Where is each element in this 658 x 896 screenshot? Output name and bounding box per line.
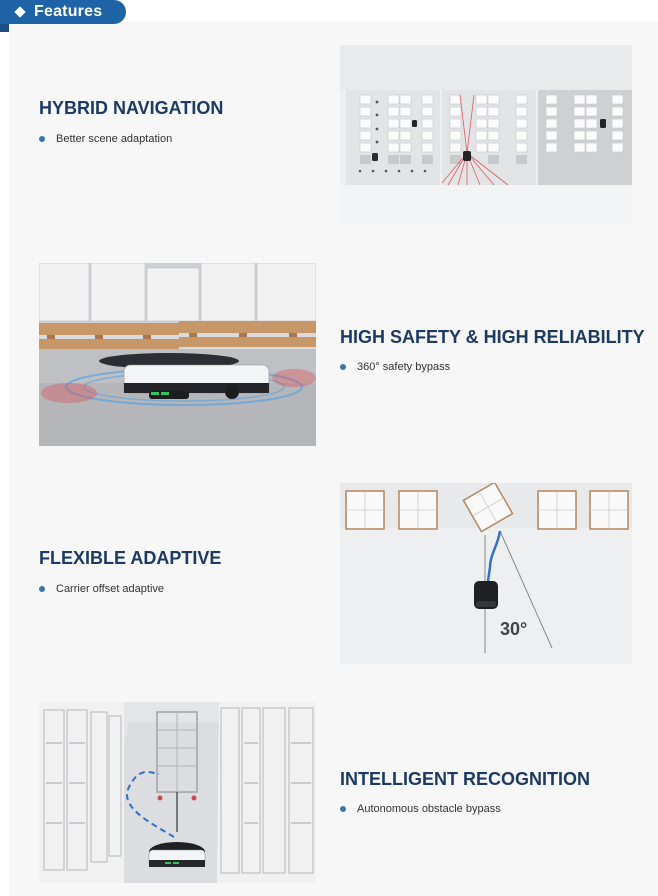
feature-item xyxy=(39,133,172,145)
safety-image xyxy=(39,263,316,446)
angle-label: 30° xyxy=(500,619,528,639)
feature-item xyxy=(39,583,164,595)
feature-item-text: Carrier offset adaptive xyxy=(56,583,165,595)
bullet-icon xyxy=(340,364,346,370)
feature-title-high-safety: HIGH SAFETY & HIGH RELIABILITY xyxy=(340,327,645,347)
bullet-icon xyxy=(39,136,45,142)
features-tab-label: Features xyxy=(34,3,103,20)
feature-item xyxy=(340,803,501,815)
diamond-icon xyxy=(14,6,25,17)
bullet-icon xyxy=(340,806,346,812)
feature-item-text: Autonomous obstacle bypass xyxy=(357,803,501,815)
carrier-offset-image xyxy=(340,483,632,664)
feature-title-flexible-adaptive: FLEXIBLE ADAPTIVE xyxy=(39,548,222,568)
bullet-icon xyxy=(39,586,45,592)
feature-item xyxy=(340,361,450,373)
features-tab xyxy=(0,0,126,24)
hybrid-navigation-image xyxy=(340,45,632,225)
feature-title-intelligent-recognition: INTELLIGENT RECOGNITION xyxy=(340,769,590,789)
feature-item-text: Better scene adaptation xyxy=(56,133,173,145)
feature-title-hybrid-navigation: HYBRID NAVIGATION xyxy=(39,98,224,118)
recognition-image xyxy=(39,702,316,883)
feature-item-text: 360° safety bypass xyxy=(357,361,451,373)
